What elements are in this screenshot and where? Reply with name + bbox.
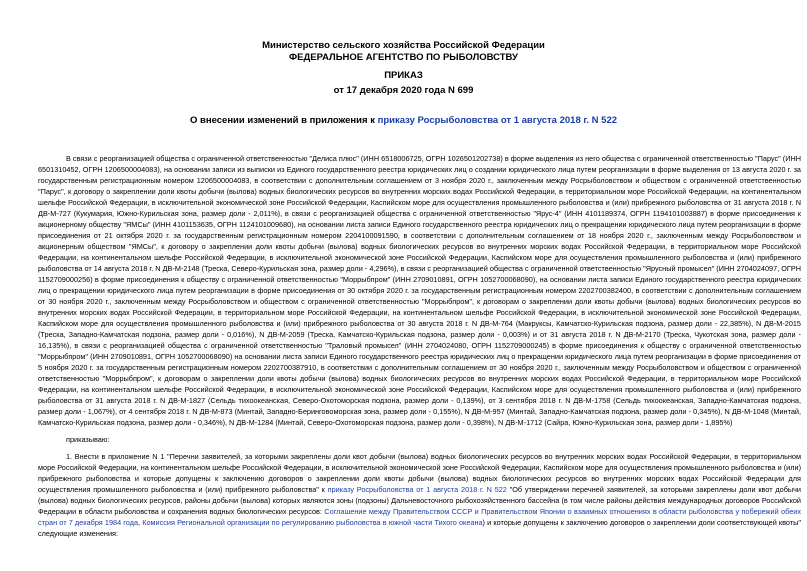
date-line: от 17 декабря 2020 года N 699 bbox=[333, 85, 474, 96]
item-1-paragraph bbox=[38, 451, 801, 539]
title-link[interactable]: приказу Росрыболовства от 1 августа 2018 г. N 522 bbox=[377, 115, 618, 126]
prikazyvayu-line: приказываю: bbox=[66, 435, 110, 444]
preamble-paragraph: В связи с реорганизацией общества с ограниченной ответственностью "Делиса плюс" (ИНН 6518006725, ОГРН 1026501202738) в форме выделения из него общества с ограниченной ответственностью "Парус" (ИНН 6501310452, ОГРН 1206500004083), на основании записи из выписки из Единого государственного реестра юридических лиц о создании юридического лица путем реорганизации в форме выделения от 13 августа 2020 г. за государственным регистрационным номером 1206500004083, в соответствии с дополнительным соглашением от 3 ноября 2020 г., заключенным между Росрыболовством и обществом с ограниченной ответственностью "Парус", к договору о закреплении доли квоты добычи (вылова) водных биологических ресурсов во внутренних морских водах Российской Федерации, в территориальном море Российской Федерации, на континентальном шельфе Российской Федерации, в исключительной экономической зоне Российской Федерации, Каспийском море для осуществления промышленного рыболовства и (или) прибрежного рыболовства от 31 августа 2018 г. N ДВ-М-727 (Кукумария, Южно-Курильская зона, размер доли - 2,011%), в связи с реорганизацией общества с ограниченной ответственностью "Ярус-4" (ИНН 4101189374, ОГРН 1194101003887) в форме присоединения к акционерному обществу "ЯМСы" (ИНН 4101153635, ОГРН 1124101009680), на основании листа записи Единого государственного реестра юридических лиц о прекращении юридического лица путем реорганизации в форме присоединения от 21 октября 2020 г. за государственным регистрационным номером 2204100091590, в соответствии с дополнительным соглашением от 18 ноября 2020 г., заключенным между Росрыболовством и акционерным обществом "ЯМСы", к договору о закреплении доли квоты добычи (вылова) водных биологических ресурсов во внутренних морских водах Российской Федерации, в территориальном море Российской Федерации, на континентальном шельфе Российской Федерации, в исключительной экономической зоне Российской Федерации, Каспийском море для осуществления промышленного рыболовства и (или) прибрежного рыболовства от 14 августа 2018 г. N ДВ-М-2148 (Треска, Северо-Курильская зона, размер доли - 4,296%), в связи с реорганизацией общества с ограниченной ответственностью "Ярусный промысел" (ИНН 2704024097, ОГРН 1152709000256) в форме присоединения к обществу с ограниченной ответственностью "Моррыбпром" (ИНН 2709010891, ОГРН 1052700068090), на основании листа записи Единого государственного реестра юридических лиц о прекращении юридического лица путем реорганизации в форме присоединения от 30 октября 2020 г. за государственным регистрационным номером 2202700382400, в соответствии с дополнительным соглашением от 30 ноября 2020 г., заключенным между Росрыболовством и обществом с ограниченной ответственностью "Моррыбпром", к договорам о закреплении доли квоты добычи (вылова) водных биологических ресурсов во внутренних морских водах Российской Федерации, в территориальном море Российской Федерации, на континентальном шельфе Российской Федерации, в исключительной экономической зоне Российской Федерации, Каспийском море для осуществления промышленного рыболовства и (или) прибрежного рыболовства от 30 августа 2018 г. N ДВ-М-764 (Макруксы, Камчатско-Курильская подзона, размер доли - 22,385%), N ДВ-М-2015 (Треска, Западно-Камчатская подзона, размер доли - 0,016%), N ДВ-М-2059 (Треска, Камчатско-Курильская подзона, размер доли - 0,003%) и от 31 августа 2018 г. N ДВ-М-2170 (Треска, Чукотская зона, размер доли - 16,135%), в связи с реорганизацией общества с ограниченной ответственностью "Траловый промысел" (ИНН 2704024080, ОГРН 1152709000245) в форме присоединения к обществу с ограниченной ответственностью "Моррыбпром" (ИНН 2709010891, ОГРН 1052700068090) на основании листа записи Единого государственного реестра юридических лиц о прекращении юридического лица путем реорганизации в форме присоединения от 5 ноября 2020 г. за государственным регистрационным номером 2202700387910, в соответствии с дополнительным соглашением от 30 ноября 2020 г., заключенным между Росрыболовством и обществом с ограниченной ответственностью "Моррыбпром", к договорам о закреплении доли квоты добычи (вылова) водных биологических ресурсов во внутренних морских водах Российской Федерации, в территориальном море Российской Федерации, на континентальном шельфе Российской Федерации, в исключительной экономической зоне Российской Федерации, Каспийском море для осуществления промышленного рыболовства и (или) прибрежного рыболовства от 31 августа 2018 г. N ДВ-М-1827 (Сельдь тихоокеанская, Северо-Охотоморская подзона, размер доли - 0,139%), от 3 сентября 2018 г. N ДВ-М-1758 (Сельдь тихоокеанская, Западно-Камчатская подзона, размер доли - 1,067%), от 4 сентября 2018 г. N ДВ-М-873 (Минтай, Западно-Беринговоморская зона, размер доли - 0,155%), N ДВ-М-957 (Минтай, Западно-Камчатская подзона, размер доли - 0,345%), N ДВ-М-1048 (Минтай, Камчатско-Курильская подзона, размер доли - 0,346%), N ДВ-М-1284 (Минтай, Северо-Охотоморская подзона, размер доли - 0,398%), N ДВ-М-1712 (Сайра, Южно-Курильская зона, размер доли - 1,895%) bbox=[38, 154, 801, 427]
doc-type-heading: ПРИКАЗ bbox=[384, 70, 423, 81]
title-prefix: О внесении изменений в приложения к bbox=[189, 115, 378, 126]
ministry-heading: Министерство сельского хозяйства Российской Федерации bbox=[262, 40, 545, 51]
document-title bbox=[0, 115, 807, 127]
item-1-link-commission[interactable]: Комиссия Региональной организации по регулированию рыболовства в южной части Тихого океана bbox=[142, 518, 483, 527]
item-1-text-a: 1. Внести в приложение N 1 "Перечни заявителей, за которыми закреплены доли квот добычи (вылова) водных биологических ресурсов во внутренних морских водах Российской Федерации, в территориальном море Российской Федерации, на континентальном шельфе Российской Федерации, в исключительной экономической зоне Российской Федерации, Каспийском море для осуществления промышленного рыболовства и (или) прибрежного рыболовства и которые допущены к заключению договоров о закреплении доли квоты добычи (вылова) водных биологических ресурсов во внутренних морских водах Российской Федерации для осуществления промышленного рыболовства и (или) прибрежного рыболовства" к bbox=[38, 452, 801, 494]
item-1-link-order[interactable]: приказу Росрыболовства от 1 августа 2018 г. N 522 bbox=[327, 485, 507, 494]
item-1-link-agreement[interactable]: Соглашение между Правительством СССР и Правительством Японии о взаимных отношениях в области рыболовства у побережий обеих стран от 7 декабря 1984 года bbox=[38, 507, 801, 527]
item-1-text-b: "Об утверждении перечней заявителей, за которыми закреплены доли квот добычи (вылова) водных биологических ресурсов, районы добычи (вылова) которых являются зоны (подзоны) Дальневосточного рыбохозяйственного бассейна (в том числе районы действия международных договоров Российской Федерации в области рыболовства и сохранения водных биологических ресурсов: bbox=[38, 485, 801, 516]
agency-heading: ФЕДЕРАЛЬНОЕ АГЕНТСТВО ПО РЫБОЛОВСТВУ bbox=[289, 52, 518, 63]
item-1-text-c: , bbox=[138, 518, 143, 527]
item-1-text-d: ) и которые допущены к заключению договоров о закреплении доли соответствующей квоты" следующие изменения: bbox=[38, 518, 801, 538]
